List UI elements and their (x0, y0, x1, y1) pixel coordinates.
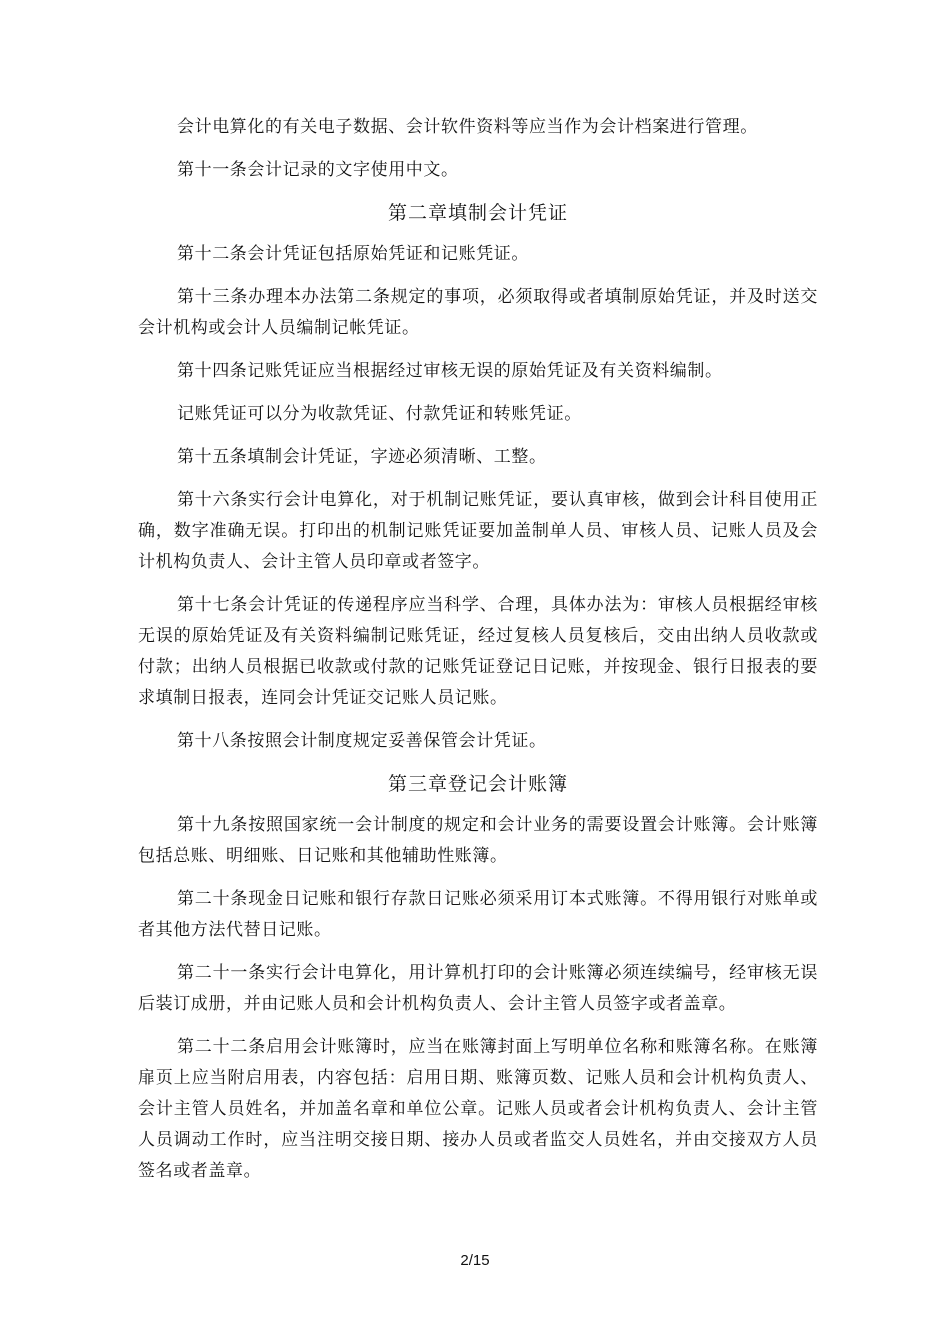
paragraph: 第十七条会计凭证的传递程序应当科学、合理，具体办法为：审核人员根据经审核无误的原始凭证及有关资料编制记账凭证，经过复核人员复核后，交由出纳人员收款或付款；出纳人员根据已收款或付款的记账凭证登记日记账，并按现金、银行日报表的要求填制日报表，连同会计凭证交记账人员记账。 (138, 595, 818, 708)
document-body (138, 112, 818, 1199)
paragraph: 第十四条记账凭证应当根据经过审核无误的原始凭证及有关资料编制。 (177, 361, 723, 381)
paragraph: 第二十二条启用会计账簿时，应当在账簿封面上写明单位名称和账簿名称。在账簿扉页上应当附启用表，内容包括：启用日期、账簿页数、记账人员和会计机构负责人、会计主管人员姓名，并加盖名章和单位公章。记账人员或者会计机构负责人、会计主管人员调动工作时，应当注明交接日期、接办人员或者监交人员姓名，并由交接双方人员签名或者盖章。 (138, 1037, 818, 1181)
paragraph: 会计电算化的有关电子数据、会计软件资料等应当作为会计档案进行管理。 (177, 117, 758, 137)
paragraph: 第二十一条实行会计电算化，用计算机打印的会计账簿必须连续编号，经审核无误后装订成册，并由记账人员和会计机构负责人、会计主管人员签字或者盖章。 (138, 963, 818, 1014)
chapter-heading: 第三章登记会计账簿 (387, 773, 568, 795)
paragraph: 第十一条会计记录的文字使用中文。 (177, 160, 459, 180)
paragraph: 第二十条现金日记账和银行存款日记账必须采用订本式账簿。不得用银行对账单或者其他方法代替日记账。 (138, 889, 818, 940)
chapter-heading: 第二章填制会计凭证 (387, 202, 568, 224)
page-number: 2/15 (460, 1252, 490, 1269)
paragraph: 第十二条会计凭证包括原始凭证和记账凭证。 (177, 244, 529, 264)
paragraph: 第十五条填制会计凭证，字迹必须清晰、工整。 (177, 447, 547, 467)
paragraph: 第十三条办理本办法第二条规定的事项，必须取得或者填制原始凭证，并及时送交会计机构或会计人员编制记帐凭证。 (138, 287, 818, 338)
paragraph: 第十九条按照国家统一会计制度的规定和会计业务的需要设置会计账簿。会计账簿包括总账、明细账、日记账和其他辅助性账簿。 (138, 815, 818, 866)
paragraph: 第十六条实行会计电算化，对于机制记账凭证，要认真审核，做到会计科目使用正确，数字准确无误。打印出的机制记账凭证要加盖制单人员、审核人员、记账人员及会计机构负责人、会计主管人员印章或者签字。 (138, 490, 818, 572)
paragraph: 记账凭证可以分为收款凭证、付款凭证和转账凭证。 (177, 404, 582, 424)
paragraph: 第十八条按照会计制度规定妥善保管会计凭证。 (177, 731, 547, 751)
